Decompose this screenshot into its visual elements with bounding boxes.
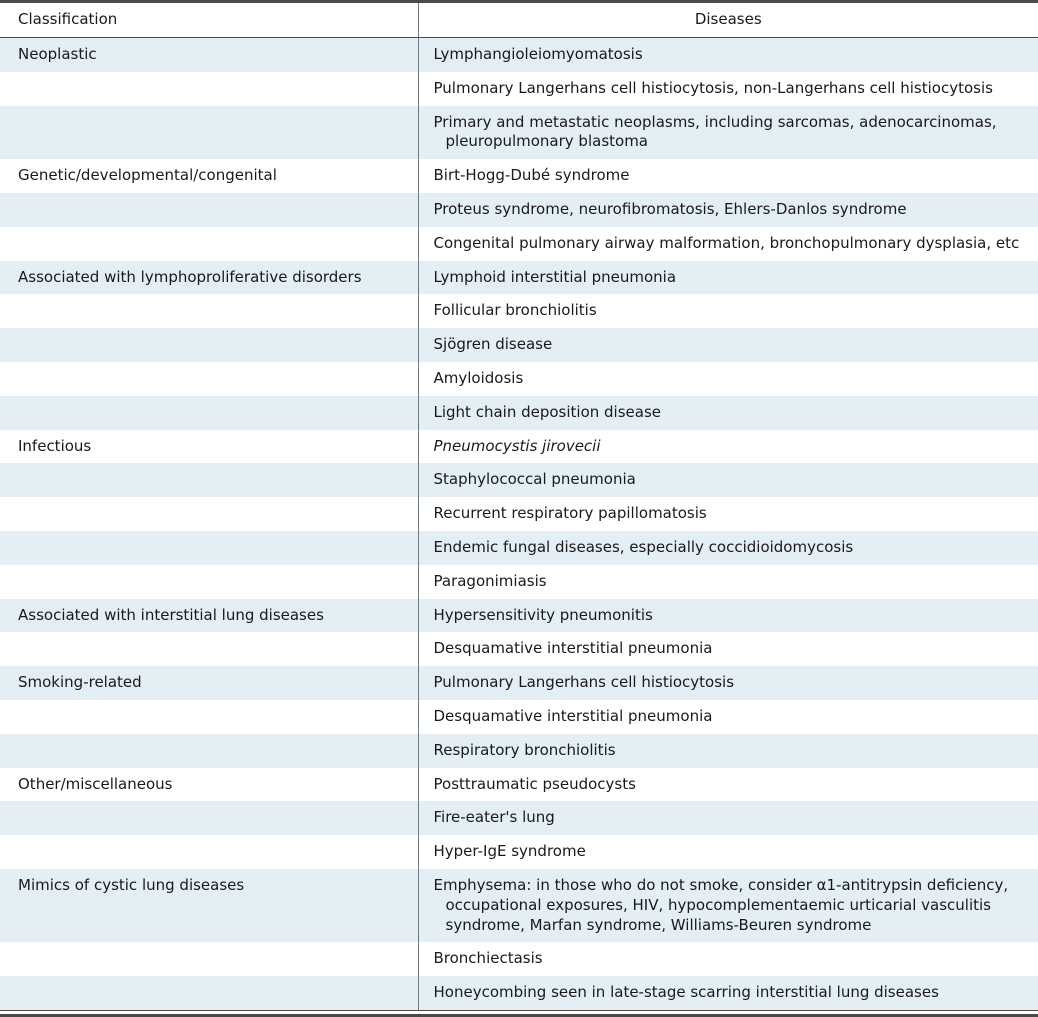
cell-classification — [0, 531, 418, 565]
cell-disease — [418, 396, 1038, 430]
table-row — [0, 72, 1038, 106]
table-row — [0, 531, 1038, 565]
cell-classification — [0, 106, 418, 160]
table-row — [0, 976, 1038, 1010]
table-row — [0, 801, 1038, 835]
table-row — [0, 599, 1038, 633]
table-body — [0, 38, 1038, 1010]
cell-disease — [418, 632, 1038, 666]
table-row — [0, 38, 1038, 72]
disease-text: Bronchiectasis — [433, 949, 543, 968]
table-row — [0, 734, 1038, 768]
table-bottom-rule-thin — [0, 1010, 1038, 1011]
cell-classification: Mimics of cystic lung diseases — [0, 869, 418, 942]
disease-text: Desquamative interstitial pneumonia — [433, 706, 713, 725]
cell-disease — [418, 261, 1038, 295]
cell-disease — [418, 227, 1038, 261]
cell-classification — [0, 193, 418, 227]
disease-text: Sjögren disease — [433, 335, 553, 354]
cell-classification — [0, 976, 418, 1010]
table-row — [0, 261, 1038, 295]
disease-text: Hyper-IgE syndrome — [433, 842, 586, 861]
table-row — [0, 159, 1038, 193]
cell-disease — [418, 362, 1038, 396]
cell-classification — [0, 734, 418, 768]
cell-disease — [418, 942, 1038, 976]
table-row — [0, 328, 1038, 362]
disease-text: Recurrent respiratory papillomatosis — [433, 504, 707, 523]
cell-classification — [0, 227, 418, 261]
cell-disease — [418, 768, 1038, 802]
table-row — [0, 942, 1038, 976]
table-row — [0, 835, 1038, 869]
disease-text: Emphysema: in those who do not smoke, consider α1-antitrypsin deficiency, occupational exposures, HIV, hypocomplementaemic urticarial vasculitis syndrome, Marfan syndrome, Williams-Beuren syndrome — [433, 875, 1009, 934]
cell-disease — [418, 463, 1038, 497]
cell-classification: Neoplastic — [0, 38, 418, 72]
cell-classification — [0, 362, 418, 396]
cell-disease — [418, 497, 1038, 531]
disease-text: Light chain deposition disease — [433, 402, 661, 421]
disease-text: Staphylococcal pneumonia — [433, 470, 636, 489]
cell-classification — [0, 396, 418, 430]
cell-classification: Other/miscellaneous — [0, 768, 418, 802]
cell-classification — [0, 801, 418, 835]
table-row — [0, 497, 1038, 531]
table-row — [0, 768, 1038, 802]
disease-text: Paragonimiasis — [433, 571, 547, 590]
cell-disease — [418, 430, 1038, 464]
disease-text: Desquamative interstitial pneumonia — [433, 639, 713, 658]
disease-text: Posttraumatic pseudocysts — [433, 774, 636, 793]
disease-text: Honeycombing seen in late-stage scarring interstitial lung diseases — [433, 983, 939, 1002]
disease-text: Primary and metastatic neoplasms, including sarcomas, adenocarcinomas, pleuropulmonary blastoma — [433, 112, 997, 151]
cell-classification: Smoking-related — [0, 666, 418, 700]
cell-classification: Genetic/developmental/congenital — [0, 159, 418, 193]
column-header-diseases: Diseases — [418, 3, 1038, 37]
cell-disease — [418, 666, 1038, 700]
cell-classification — [0, 700, 418, 734]
cell-disease — [418, 159, 1038, 193]
column-header-classification: Classification — [0, 3, 418, 37]
cell-classification: Associated with lymphoproliferative disorders — [0, 261, 418, 295]
disease-text: Pulmonary Langerhans cell histiocytosis, non-Langerhans cell histiocytosis — [433, 78, 993, 97]
cell-classification — [0, 497, 418, 531]
table-row — [0, 106, 1038, 160]
table-header-row — [0, 3, 1038, 37]
disease-text: Fire-eater's lung — [433, 808, 555, 827]
table-row — [0, 632, 1038, 666]
cell-classification: Infectious — [0, 430, 418, 464]
disease-text: Birt-Hogg-Dubé syndrome — [433, 166, 630, 185]
table-row — [0, 227, 1038, 261]
cell-disease — [418, 38, 1038, 72]
table-row — [0, 430, 1038, 464]
cell-disease — [418, 869, 1038, 942]
table-row — [0, 294, 1038, 328]
disease-text: Lymphoid interstitial pneumonia — [433, 267, 677, 286]
table-row — [0, 362, 1038, 396]
cell-classification — [0, 463, 418, 497]
cell-disease — [418, 72, 1038, 106]
cell-disease — [418, 531, 1038, 565]
cell-disease — [418, 700, 1038, 734]
cell-disease — [418, 294, 1038, 328]
disease-text: Lymphangioleiomyomatosis — [433, 45, 643, 63]
disease-text: Endemic fungal diseases, especially coccidioidomycosis — [433, 537, 854, 556]
table-row — [0, 666, 1038, 700]
table-bottom-rule-thick — [0, 1014, 1038, 1017]
cell-classification: Associated with interstitial lung diseases — [0, 599, 418, 633]
cell-disease — [418, 565, 1038, 599]
cell-disease — [418, 193, 1038, 227]
disease-text: Proteus syndrome, neurofibromatosis, Ehlers-Danlos syndrome — [433, 199, 907, 218]
classification-diseases-table — [0, 3, 1038, 37]
cell-classification — [0, 72, 418, 106]
disease-text: Pneumocystis jirovecii — [433, 436, 601, 455]
classification-diseases-body-table — [0, 38, 1038, 1010]
cell-classification — [0, 835, 418, 869]
cell-disease — [418, 835, 1038, 869]
cell-disease — [418, 801, 1038, 835]
disease-text: Hypersensitivity pneumonitis — [433, 605, 653, 624]
table-row — [0, 463, 1038, 497]
table-header — [0, 3, 1038, 37]
table-row — [0, 869, 1038, 942]
cell-classification — [0, 294, 418, 328]
disease-text: Congenital pulmonary airway malformation, bronchopulmonary dysplasia, etc — [433, 233, 1020, 252]
disease-text: Respiratory bronchiolitis — [433, 740, 616, 759]
cell-classification — [0, 565, 418, 599]
disease-text: Amyloidosis — [433, 368, 524, 387]
cell-disease — [418, 976, 1038, 1010]
cell-classification — [0, 328, 418, 362]
table-row — [0, 565, 1038, 599]
cell-disease — [418, 734, 1038, 768]
cell-disease — [418, 328, 1038, 362]
table-row — [0, 396, 1038, 430]
cell-classification — [0, 632, 418, 666]
cell-disease — [418, 106, 1038, 160]
table-row — [0, 193, 1038, 227]
table-row — [0, 700, 1038, 734]
disease-text: Pulmonary Langerhans cell histiocytosis — [433, 673, 735, 692]
cell-classification — [0, 942, 418, 976]
disease-text: Follicular bronchiolitis — [433, 301, 597, 320]
cell-disease — [418, 599, 1038, 633]
